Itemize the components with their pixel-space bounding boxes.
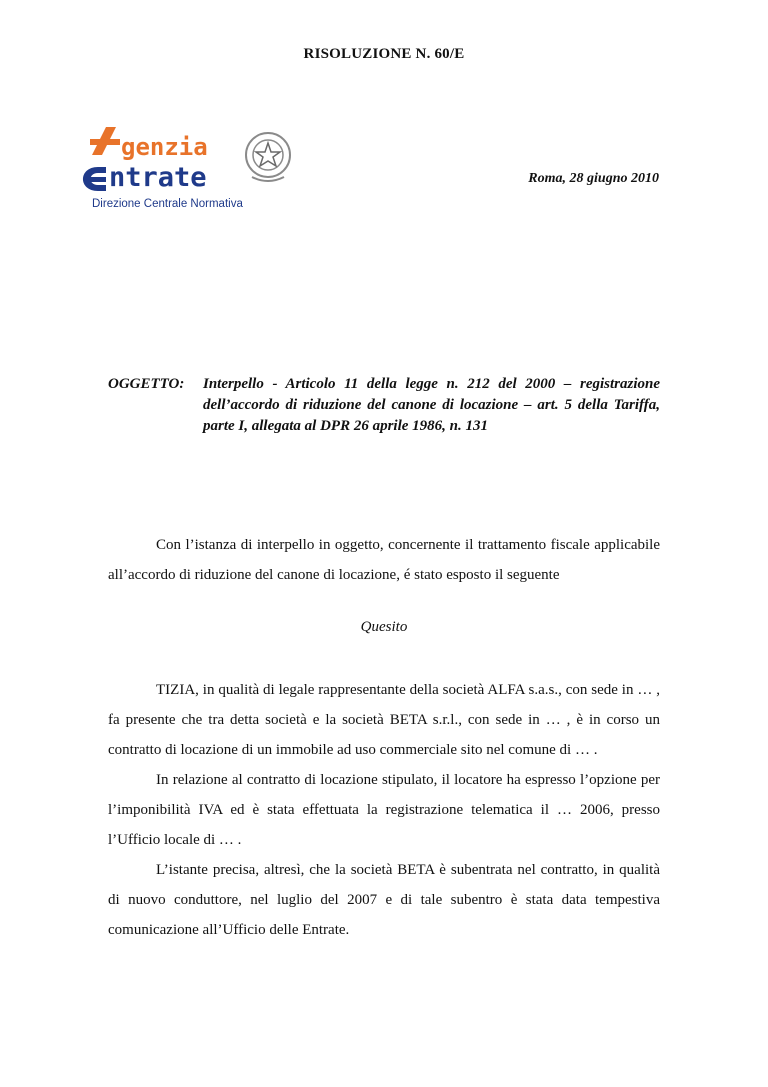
paragraph: In relazione al contratto di locazione stipulato, il locatore ha espresso l’opzione per l’imponibilità IVA ed è stata effettuata la registrazione telematica il … 2006, presso l’Ufficio locale di … . xyxy=(108,772,660,848)
logo-word-genzia: genzia xyxy=(121,133,208,161)
agenzia-entrate-logo xyxy=(76,125,296,193)
logo-e-bar xyxy=(90,177,106,182)
italian-emblem-icon xyxy=(246,133,290,181)
section-heading: Quesito xyxy=(360,619,408,635)
subject-block xyxy=(108,374,660,437)
paragraph: L’istante precisa, altresì, che la società BETA è subentrata nel contratto, in qualità di nuovo conduttore, nel luglio del 2007 e di tale subentro è stata data tempestiva comunicazione all’Ufficio delle Entrate. xyxy=(108,862,660,938)
logo-word-ntrate: ntrate xyxy=(109,162,207,193)
document-title: RISOLUZIONE N. 60/E xyxy=(303,46,465,62)
department-name: Direzione Centrale Normativa xyxy=(92,198,243,210)
logo-a-bar xyxy=(90,139,120,145)
paragraph: TIZIA, in qualità di legale rappresentante della società ALFA s.a.s., con sede in … , fa presente che tra detta società e la società BETA s.r.l., con sede in … , è in corso un contratto di locazione di un immobile ad uso commerciale sito nel comune di … . xyxy=(108,682,660,758)
body-paragraphs xyxy=(108,675,660,945)
intro-paragraph xyxy=(108,530,660,590)
date-line: Roma, 28 giugno 2010 xyxy=(528,171,659,186)
subject-label: OGGETTO: xyxy=(108,376,185,392)
subject-text: Interpello - Articolo 11 della legge n. 212 del 2000 – registrazione dell’accordo di riduzione del canone di locazione – art. 5 della Tariffa, parte I, allegata al DPR 26 aprile 1986, n. 131 xyxy=(203,376,660,434)
intro-text: Con l’istanza di interpello in oggetto, concernente il trattamento fiscale applicabile all’accordo di riduzione del canone di locazione, é stato esposto il seguente xyxy=(108,537,660,583)
